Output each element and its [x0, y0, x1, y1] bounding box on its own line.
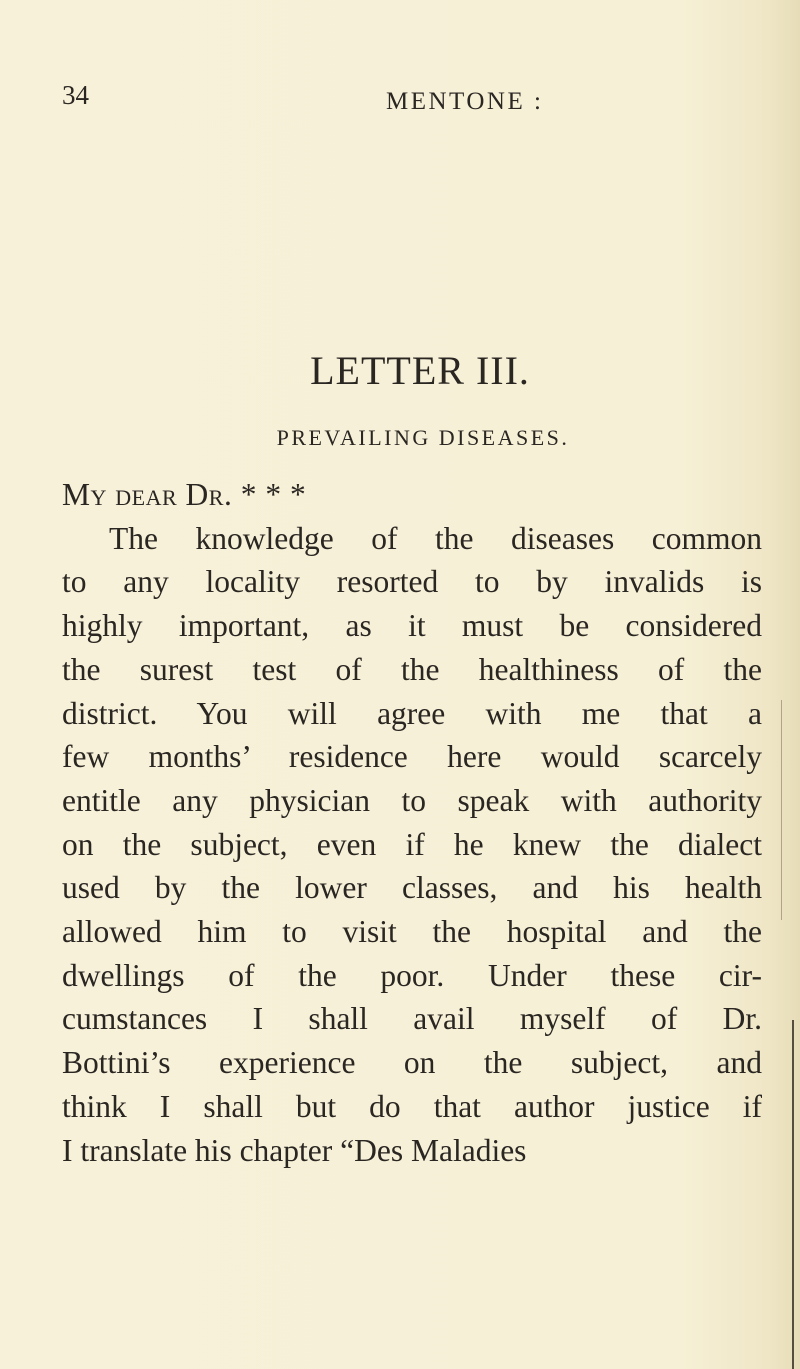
text-line: entitle any physician to speak with authority: [62, 782, 762, 818]
text-line: on the subject, even if he knew the dialect: [62, 826, 762, 862]
running-head: MENTONE :: [386, 88, 544, 115]
salutation: My dear Dr. * * *: [62, 477, 307, 512]
text-line: the surest test of the healthiness of the: [62, 651, 762, 687]
text-line: few months’ residence here would scarcely: [62, 739, 762, 775]
text-line: district. You will agree with me that a: [62, 695, 762, 731]
letter-title: LETTER III.: [310, 348, 530, 393]
text-line: Bottini’s experience on the subject, and: [62, 1045, 762, 1081]
text-line: allowed him to visit the hospital and the: [62, 914, 762, 950]
page-edge-line: [792, 1020, 794, 1369]
text-line: to any locality resorted to by invalids is: [62, 564, 762, 600]
text-line: think I shall but do that author justice if: [62, 1088, 762, 1124]
page-number: 34: [62, 80, 89, 110]
text-line: The knowledge of the diseases common: [109, 520, 762, 556]
text-line: I translate his chapter “Des Maladies: [62, 1132, 527, 1168]
text-line: highly important, as it must be considered: [62, 608, 762, 644]
page-edge-shadow: [781, 700, 782, 920]
letter-body: [62, 473, 762, 1172]
chapter-subtitle: PREVAILING DISEASES.: [276, 425, 570, 450]
text-line: dwellings of the poor. Under these cir-: [62, 957, 762, 993]
text-line: used by the lower classes, and his health: [62, 870, 762, 906]
text-line: cumstances I shall avail myself of Dr.: [62, 1001, 762, 1037]
